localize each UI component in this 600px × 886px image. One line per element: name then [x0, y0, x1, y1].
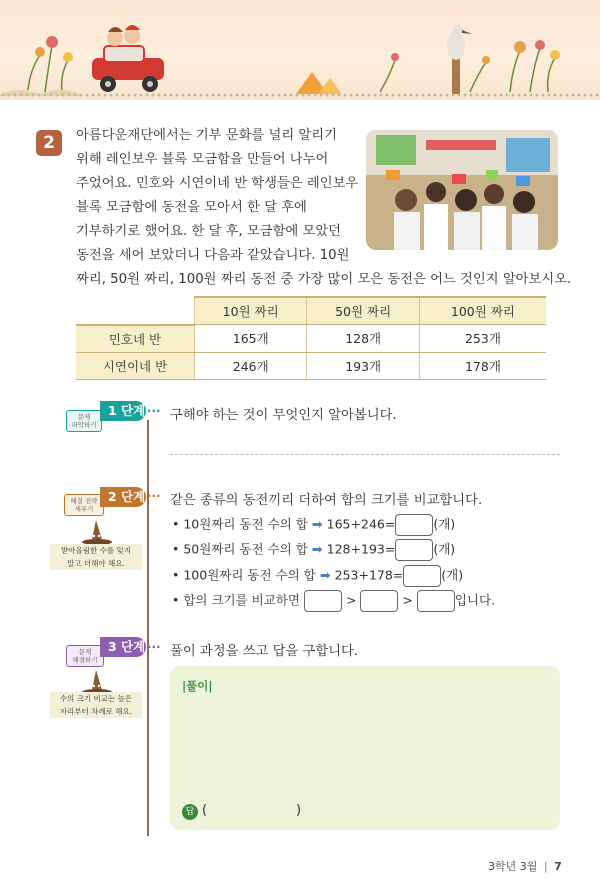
step3-label-line: 문제 [78, 648, 92, 656]
footer-separator: | [543, 860, 548, 873]
step3-note-line: 수의 크기 비교는 높은 [59, 694, 133, 703]
step2-dots: ··· [147, 489, 161, 503]
step3-note-line: 자리부터 차례로 해요. [59, 707, 133, 716]
step2-note-line: 받아올림한 수를 잊지 [61, 546, 131, 555]
sum-item-50won [172, 539, 455, 561]
table-header-cell: 100원 짜리 [419, 297, 546, 325]
table-cell: 246개 [195, 352, 307, 379]
answer-box[interactable] [403, 565, 441, 587]
problem-line: 주었어요. 민호와 시연이네 반 학생들은 레인보우 [76, 176, 359, 191]
step3-label [66, 645, 104, 667]
step3-tab: 3 단계 [100, 637, 146, 657]
header-dotted-border [0, 92, 600, 98]
answer-close-paren: ) [296, 803, 302, 818]
arrow-right-icon: ➡ [319, 568, 331, 584]
greater-than-sign: > [345, 592, 357, 608]
table-header-cell: 50원 짜리 [307, 297, 419, 325]
sum-item-unit: (개) [433, 541, 456, 557]
table-row [76, 352, 546, 379]
header-illustration [0, 0, 600, 100]
step2-note-line: 말고 더해야 해요. [67, 559, 125, 568]
step2-tab: 2 단계 [100, 487, 146, 507]
step-divider [170, 454, 560, 455]
step2-text: 같은 종류의 동전끼리 더하여 합의 크기를 비교합니다. [170, 493, 483, 508]
problem-text [76, 124, 366, 268]
problem-line: 동전을 세어 보았더니 다음과 같았습니다. 10원 [76, 248, 350, 263]
classroom-photo [366, 130, 558, 250]
table-corner [76, 297, 195, 325]
table-cell: 128개 [307, 325, 419, 353]
problem-line: 아름다운재단에서는 기부 문화를 널리 알리기 [76, 128, 337, 143]
step1-text: 구해야 하는 것이 무엇인지 알아봅니다. [170, 408, 397, 423]
coin-table [76, 296, 546, 380]
answer-badge: 답 [182, 804, 198, 820]
step-connector-line [147, 420, 149, 836]
answer-box[interactable] [417, 590, 455, 612]
answer-box[interactable] [395, 539, 433, 561]
page-footer [488, 858, 562, 874]
solution-label: |풀이| [182, 679, 213, 693]
step2-label [64, 494, 104, 516]
grade-label: 3학년 3월 [488, 860, 538, 873]
table-row [76, 325, 546, 353]
answer-box[interactable] [304, 590, 342, 612]
sum-item-unit: (개) [441, 567, 464, 583]
answer-box[interactable] [360, 590, 398, 612]
step1-label-line: 파악하기 [71, 421, 97, 429]
problem-line: 기부하기로 했어요. 한 달 후, 모금함에 모았던 [76, 224, 342, 239]
compare-item [172, 590, 495, 612]
problem-line: 블록 모금함에 동전을 모아서 한 달 후에 [76, 200, 307, 215]
answer-input[interactable] [216, 800, 292, 820]
solution-area[interactable] [170, 666, 560, 830]
sum-item-expression: 253+178= [334, 567, 404, 583]
problem-number-badge: 2 [36, 130, 62, 156]
wizard-hat-icon [80, 518, 114, 546]
step1-label [66, 410, 102, 432]
step1-label-line: 문제 [77, 413, 91, 421]
sum-item-10won [172, 514, 455, 536]
sum-item-expression: 165+246= [326, 516, 396, 532]
compare-suffix: 입니다. [454, 592, 496, 608]
greater-than-sign: > [402, 592, 413, 608]
sum-item-unit: (개) [433, 516, 456, 532]
table-header-row [76, 297, 546, 325]
table-row-label: 민호네 반 [76, 325, 195, 353]
arrow-right-icon: ➡ [311, 542, 323, 558]
step3-text: 풀이 과정을 쓰고 답을 구합니다. [170, 644, 359, 659]
step3-dots: ··· [147, 640, 161, 654]
table-cell: 193개 [307, 352, 419, 379]
step1-tab: 1 단계 [100, 401, 146, 421]
compare-label: • 합의 크기를 비교하면 [172, 592, 300, 608]
header-banner [0, 0, 600, 100]
arrow-right-icon: ➡ [311, 517, 323, 533]
classroom-photo-illustration [366, 130, 558, 250]
step1-dots: ··· [147, 404, 161, 418]
step2-label-line: 해결 전략 [70, 497, 98, 505]
sum-item-label: • 50원짜리 동전 수의 합 [172, 541, 308, 557]
table-cell: 178개 [419, 352, 546, 379]
sum-item-expression: 128+193= [326, 541, 396, 557]
sum-item-100won [172, 565, 463, 587]
answer-open-paren: ( [202, 803, 208, 818]
table-cell: 253개 [419, 325, 546, 353]
page-number: 7 [554, 860, 562, 873]
table-header-cell: 10원 짜리 [195, 297, 307, 325]
table-row-label: 시연이네 반 [76, 352, 195, 379]
step2-label-line: 세우기 [74, 505, 94, 513]
answer-box[interactable] [395, 514, 433, 536]
problem-line: 위해 레인보우 블록 모금함을 만들어 나누어 [76, 152, 329, 167]
step2-note [50, 544, 142, 570]
sum-item-label: • 100원짜리 동전 수의 합 [172, 567, 316, 583]
step3-label-line: 해결하기 [72, 656, 98, 664]
table-cell: 165개 [195, 325, 307, 353]
problem-last-line: 짜리, 50원 짜리, 100원 짜리 동전 중 가장 많이 모은 동전은 어느 것인지 알아보시오. [76, 272, 572, 287]
sum-item-label: • 10원짜리 동전 수의 합 [172, 516, 308, 532]
step3-note [50, 692, 142, 718]
